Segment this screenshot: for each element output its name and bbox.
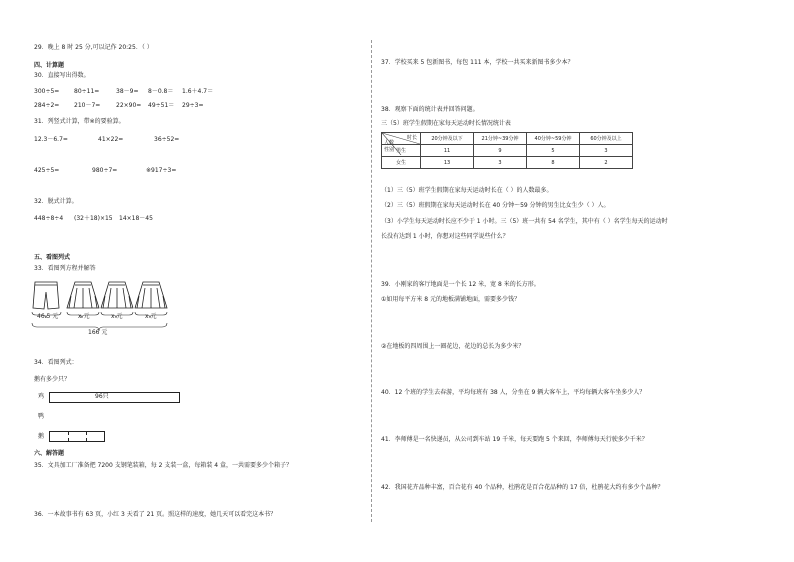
table-header: 40分钟~59分钟 [527, 133, 580, 145]
calc-item: 980÷7= [92, 167, 118, 174]
q33-total-price: 166 元 [88, 329, 108, 336]
question-38-1: （1）三（5）班学生假期在家每天运动时长在（ ）的人数最多。 [381, 187, 553, 194]
calc-item: 300÷5= [34, 88, 60, 95]
q33-clothing-picture [31, 278, 171, 336]
question-38-2: （2）三（5）班假期在家每天运动时长在 40 分钟～59 分钟的男生比女生少（ ）人。 [381, 202, 610, 209]
table-cell: 11 [421, 145, 474, 157]
shorts-icon [33, 282, 59, 309]
corner-mid-label: 人数 [384, 140, 395, 146]
question-30: 30．直接写出得数。 [34, 72, 90, 79]
calc-item: 49÷51＝ [148, 102, 175, 109]
q34-goose-segment [50, 432, 69, 441]
calc-item: 284÷2= [34, 102, 60, 109]
skirt-icon [101, 282, 133, 308]
calc-item: ※917÷3= [146, 167, 177, 174]
calc-item: 1.6＋4.7＝ [182, 88, 214, 95]
calc-item: (32＋18)×15 [74, 215, 113, 222]
section-5-heading: 五、看图列式 [34, 254, 71, 261]
section-6-heading: 六、解答题 [34, 450, 65, 457]
question-29: 29．晚上 8 时 25 分,可以记作 20:25．（ ） [34, 44, 153, 51]
calc-item: 425÷5= [34, 167, 60, 174]
skirt-icon [67, 282, 99, 308]
corner-bottom-label: 性别 [384, 147, 395, 153]
q34-goose-bar [49, 431, 105, 442]
table-title: 三（5）班学生假期在家每天运动时长情况统计表 [381, 120, 511, 127]
calc-item: 38－9= [116, 88, 139, 95]
q34-duck-label: 鸭 [38, 413, 45, 420]
q33-price-skirt: x 元 [145, 313, 157, 320]
question-41: 41．李师傅是一名快递员，从公司到车站 19 千米，每天要跑 5 个来回，李师傅每天行驶多少千米？ [381, 436, 648, 443]
question-38: 38．观察下面的统计表并回答问题。 [381, 106, 479, 113]
q34-goose-label: 鹅 [38, 433, 45, 440]
question-38-3-line2: 长没有达到 1 小时，你想对这些同学说些什么？ [381, 233, 509, 240]
table-cell: 5 [527, 145, 580, 157]
table-cell: 8 [527, 157, 580, 169]
question-39-1: ①如用每平方米 8 元的地板满铺地面，需要多少钱？ [381, 296, 521, 303]
table-cell: 2 [580, 157, 633, 169]
q34-chicken-bar [49, 392, 180, 403]
question-39: 39．小刚家的客厅地面是一个长 12 米，宽 8 米的长方形。 [381, 281, 540, 288]
table-cell: 3 [580, 145, 633, 157]
calc-item: 14×18－45 [119, 215, 153, 222]
question-38-3-line1: （3）小学生每天运动时长应不少于 1 小时。三（5）班一共有 54 名学生，其中有（ ）名学生每天的运动时 [381, 218, 668, 225]
calc-item: 448÷8÷4 [34, 215, 64, 222]
q34-ask: 鹅有多少只？ [34, 376, 71, 383]
question-31: 31．列竖式计算，带※的要验算。 [34, 118, 125, 125]
question-42: 42．我国花卉品种丰富，百合花有 40 个品种，杜鹃花是百合花品种的 17 倍，杜鹃花大约有多少个品种？ [381, 484, 664, 491]
table-cell: 3 [474, 157, 527, 169]
q33-price-skirt: x 元 [111, 313, 123, 320]
corner-top-label: 时长 [406, 135, 417, 141]
table-row [382, 157, 633, 169]
row-label: 女生 [382, 157, 421, 169]
skirt-icon [135, 282, 167, 308]
calc-item: 41×22= [98, 136, 124, 143]
question-40: 40．12 个班的学生去春游，平均每班有 38 人，分坐在 9 辆大客车上，平均每辆大客车坐多少人？ [381, 389, 646, 396]
calc-item: 29÷3= [182, 102, 204, 109]
calc-item: 22×90= [116, 102, 142, 109]
calc-item: 36÷52= [154, 136, 180, 143]
calc-item: 210－7= [74, 102, 101, 109]
question-37: 37．学校买来 5 包新图书，每包 111 本，学校一共买来新图书多少本？ [381, 59, 574, 66]
q34-goose-segment [68, 432, 87, 441]
q34-chicken-value: 96只 [95, 393, 109, 400]
question-36: 36．一本故事书有 63 页，小红 3 天看了 21 页。照这样的速度，她几天可以看完这本书？ [34, 511, 277, 518]
table-cell: 13 [421, 157, 474, 169]
stat-table [381, 132, 633, 169]
question-34: 34．看图列式： [34, 359, 78, 366]
question-33: 33．看图列方程并解答 [34, 265, 96, 272]
calc-item: 80÷11= [74, 88, 100, 95]
table-header: 21分钟~39分钟 [474, 133, 527, 145]
calc-item: 8－0.8＝ [148, 88, 174, 95]
question-35: 35．文具加工厂准备把 7200 支钢笔装箱，每 2 支装一盒，每箱装 4 盒，一共需要多少个箱子？ [34, 462, 292, 469]
question-39-2: ②在地板的四周围上一圈花边，花边的总长为多少米？ [381, 343, 525, 350]
q33-price-shorts: 46.5 元 [37, 313, 59, 320]
section-4-heading: 四、计算题 [34, 62, 65, 69]
q33-price-skirt: x 元 [78, 313, 90, 320]
table-cell: 9 [474, 145, 527, 157]
row-label: 男生 [382, 145, 421, 157]
table-header: 60分钟及以上 [580, 133, 633, 145]
q34-chicken-label: 鸡 [38, 393, 45, 400]
calc-item: 12.3－6.7= [34, 136, 68, 143]
table-header: 20分钟及以下 [421, 133, 474, 145]
question-32: 32．脱式计算。 [34, 198, 78, 205]
column-divider [371, 40, 372, 522]
